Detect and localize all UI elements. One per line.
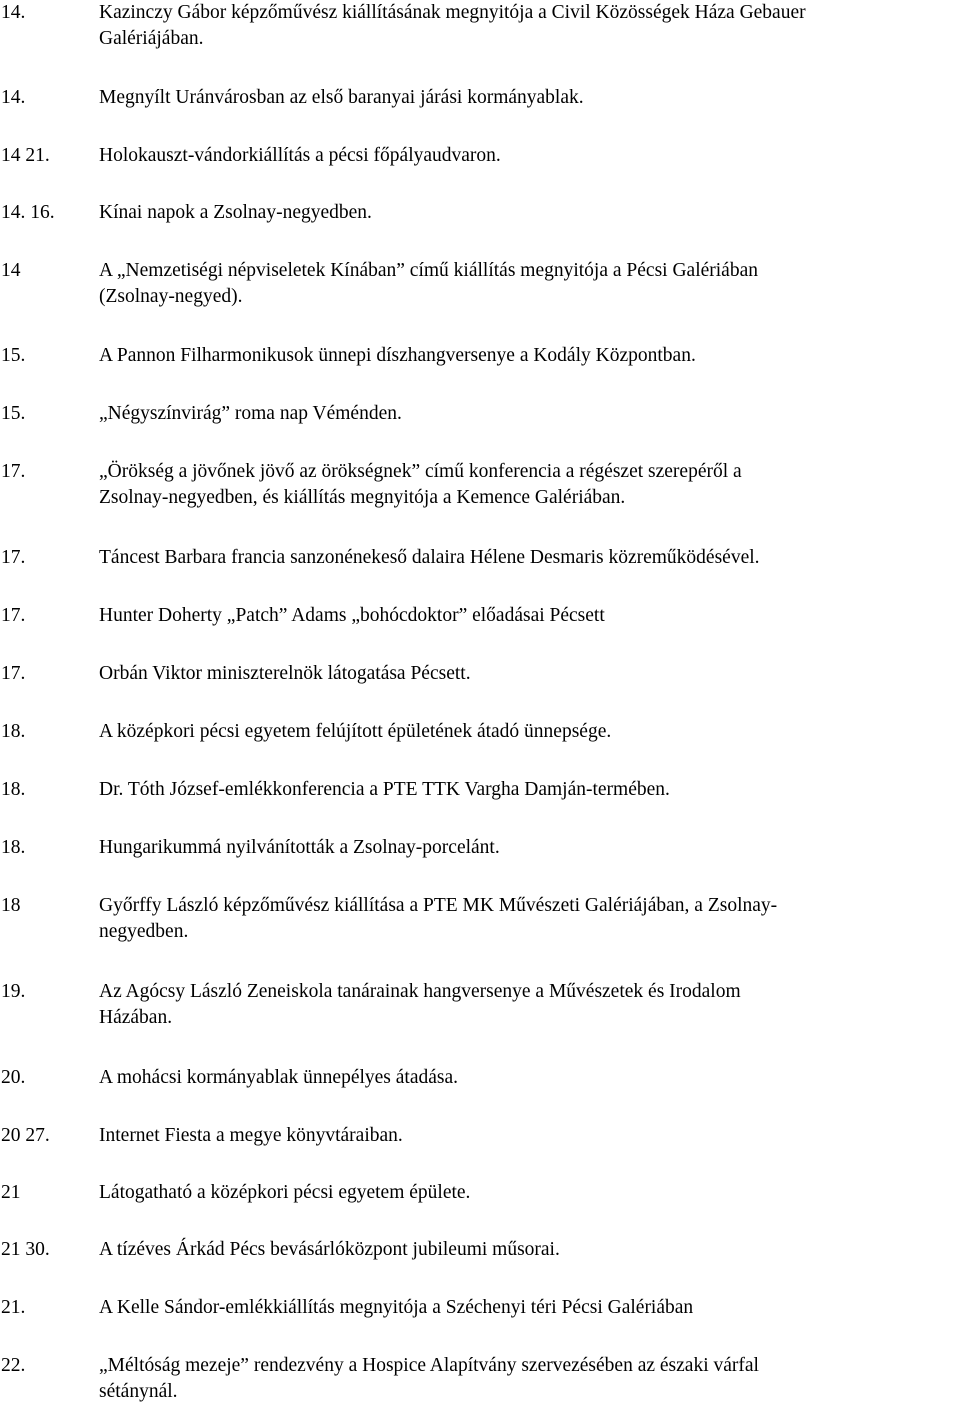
entry-text: „Négyszínvirág” roma nap Véménden. [99,403,402,424]
entry-date: 18. [1,779,26,800]
entry-text: Az Agócsy László Zeneiskola tanárainak hangversenye a Művészetek és Irodalom Házában. [99,981,741,1028]
entry-date: 19. [1,981,26,1002]
entry-date: 18. [1,837,26,858]
entry-text: Kínai napok a Zsolnay-negyedben. [99,202,372,223]
entry-date: 14. [1,87,26,108]
entry-date: 14 21. [1,145,50,166]
entry-text: Győrffy László képzőművész kiállítása a PTE MK Művészeti Galériájában, a Zsolnay- negyedben. [99,895,778,942]
entry-date: 21 30. [1,1239,50,1260]
entry-date: 14 [1,260,21,281]
entry-date: 14. 16. [1,202,55,223]
entry-date: 18. [1,721,26,742]
entry-text: Hunter Doherty „Patch” Adams „bohócdoktor” előadásai Pécsett [99,605,605,626]
entry-date: 22. [1,1355,26,1376]
entry-date: 17. [1,547,26,568]
entry-text: Kazinczy Gábor képzőművész kiállításának megnyitója a Civil Közösségek Háza Gebauer Galériájában. [99,2,806,49]
entry-text: Orbán Viktor miniszterelnök látogatása Pécsett. [99,663,471,684]
entry-text: A középkori pécsi egyetem felújított épületének átadó ünnepsége. [99,721,612,742]
entry-date: 17. [1,461,26,482]
entry-text: Táncest Barbara francia sanzonénekeső dalaira Hélene Desmaris közreműködésével. [99,547,760,568]
entry-date: 20. [1,1067,26,1088]
entry-date: 21. [1,1297,26,1318]
entry-date: 15. [1,403,26,424]
entry-date: 21 [1,1182,21,1203]
entry-text: Látogatható a középkori pécsi egyetem épülete. [99,1182,471,1203]
entry-text: Megnyílt Uránvárosban az első baranyai járási kormányablak. [99,87,584,108]
entry-date: 17. [1,605,26,626]
entry-text: Hungarikummá nyilvánították a Zsolnay-porcelánt. [99,837,500,858]
entry-text: Dr. Tóth József-emlékkonferencia a PTE TTK Vargha Damján-termében. [99,779,670,800]
entry-date: 14. [1,2,26,23]
entry-date: 20 27. [1,1125,50,1146]
entry-date: 17. [1,663,26,684]
entry-text: A Pannon Filharmonikusok ünnepi díszhangversenye a Kodály Központban. [99,345,696,366]
entry-text: „Méltóság mezeje” rendezvény a Hospice Alapítvány szervezésében az északi várfal sétánynál. [99,1355,759,1402]
entry-text: Holokauszt-vándorkiállítás a pécsi főpályaudvaron. [99,145,501,166]
entry-text: „Örökség a jövőnek jövő az örökségnek” című konferencia a régészet szerepéről a Zsolnay-negyedben, és kiállítás megnyitója a Kemence Galériában. [99,461,742,508]
entry-text: A Kelle Sándor-emlékkiállítás megnyitója a Széchenyi téri Pécsi Galériában [99,1297,694,1318]
entry-text: Internet Fiesta a megye könyvtáraiban. [99,1125,403,1146]
entry-text: A mohácsi kormányablak ünnepélyes átadása. [99,1067,459,1088]
entry-text: A „Nemzetiségi népviseletek Kínában” című kiállítás megnyitója a Pécsi Galériában (Zsolnay-negyed). [99,260,758,307]
entry-date: 18 [1,895,21,916]
entry-text: A tízéves Árkád Pécs bevásárlóközpont jubileumi műsorai. [99,1239,560,1260]
entry-date: 15. [1,345,26,366]
